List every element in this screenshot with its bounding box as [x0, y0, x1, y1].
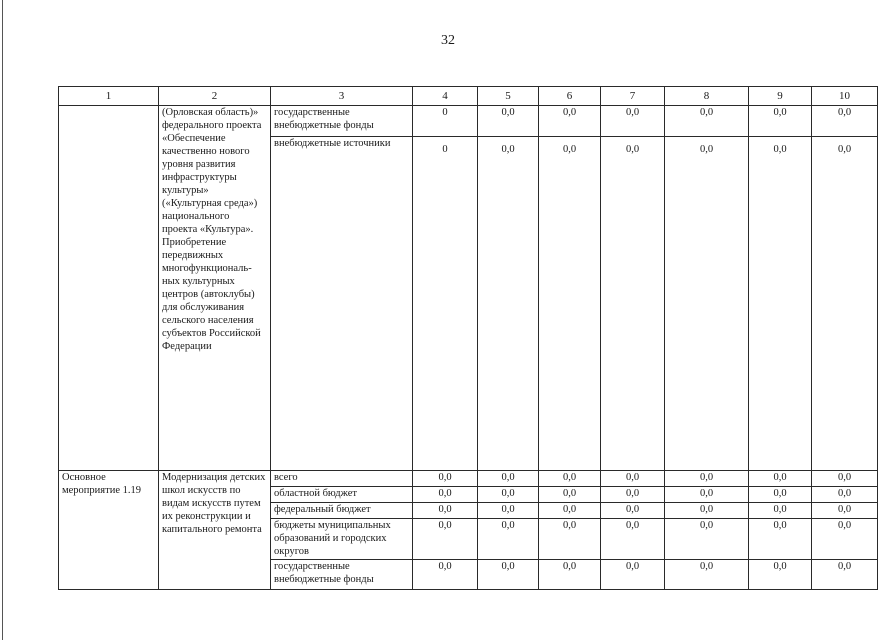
value-cell: 0,0 — [665, 560, 749, 590]
column-header: 3 — [271, 87, 413, 106]
column-header: 5 — [478, 87, 539, 106]
page-number: 32 — [441, 33, 455, 48]
value-cell: 0,0 — [749, 503, 812, 519]
value-cell: 0,0 — [539, 487, 601, 503]
value-cell: 0,0 — [601, 560, 665, 590]
value-cell: 0,0 — [478, 503, 539, 519]
value-cell: 0,0 — [812, 106, 878, 137]
value-cell: 0,0 — [812, 560, 878, 590]
column-header: 7 — [601, 87, 665, 106]
value-cell: 0,0 — [665, 503, 749, 519]
column-header: 10 — [812, 87, 878, 106]
value-cell: 0,0 — [539, 137, 601, 471]
value-cell: 0,0 — [812, 487, 878, 503]
value-cell: 0,0 — [478, 560, 539, 590]
value-cell: 0,0 — [478, 519, 539, 560]
value-cell: 0,0 — [601, 519, 665, 560]
value-cell: 0,0 — [413, 471, 478, 487]
value-cell: 0,0 — [601, 471, 665, 487]
column-header: 4 — [413, 87, 478, 106]
value-cell: 0,0 — [749, 137, 812, 471]
funding-source: областной бюджет — [271, 487, 413, 503]
value-cell: 0,0 — [812, 503, 878, 519]
value-cell: 0,0 — [749, 471, 812, 487]
value-cell: 0,0 — [478, 137, 539, 471]
value-cell: 0,0 — [812, 519, 878, 560]
value-cell: 0,0 — [665, 519, 749, 560]
table-row — [59, 106, 878, 137]
activity-cell-empty — [59, 106, 159, 471]
value-cell: 0,0 — [478, 106, 539, 137]
value-cell: 0 — [413, 137, 478, 471]
value-cell: 0,0 — [539, 503, 601, 519]
value-cell: 0,0 — [749, 519, 812, 560]
funding-source: бюджеты муниципальных образований и городских округов — [271, 519, 413, 560]
value-cell: 0,0 — [812, 137, 878, 471]
value-cell: 0,0 — [539, 560, 601, 590]
funding-source: государственные внебюджетные фонды — [271, 106, 413, 137]
value-cell: 0,0 — [539, 106, 601, 137]
value-cell: 0 — [413, 106, 478, 137]
funding-source: государственные внебюджетные фонды — [271, 560, 413, 590]
column-header: 6 — [539, 87, 601, 106]
value-cell: 0,0 — [478, 487, 539, 503]
value-cell: 0,0 — [665, 137, 749, 471]
column-header: 2 — [159, 87, 271, 106]
page-left-edge-line — [2, 0, 3, 640]
activity-code: Основное мероприятие 1.19 — [59, 471, 159, 590]
value-cell: 0,0 — [749, 487, 812, 503]
value-cell: 0,0 — [413, 503, 478, 519]
value-cell: 0,0 — [413, 560, 478, 590]
value-cell: 0,0 — [539, 519, 601, 560]
funding-source: внебюджетные источники — [271, 137, 413, 471]
activity-description: Модернизация детских школ искусств по видам искусств путем их реконструкции и капитального ремонта — [159, 471, 271, 590]
column-header: 9 — [749, 87, 812, 106]
value-cell: 0,0 — [812, 471, 878, 487]
value-cell: 0,0 — [413, 487, 478, 503]
activity-description: (Орловская область)» федерального проекта «Обеспечение качественно нового уровня развития инфраструктуры культуры» («Культурная среда») национального проекта «Культура». Приобретение передвижных многофункциональ-ных культурных центров (автоклубы) для обслуживания сельского населения субъектов Российской Федерации — [159, 106, 271, 471]
funding-source: всего — [271, 471, 413, 487]
value-cell: 0,0 — [665, 487, 749, 503]
value-cell: 0,0 — [601, 137, 665, 471]
value-cell: 0,0 — [749, 560, 812, 590]
value-cell: 0,0 — [601, 106, 665, 137]
budget-table — [58, 86, 878, 590]
value-cell: 0,0 — [749, 106, 812, 137]
value-cell: 0,0 — [601, 487, 665, 503]
column-header: 8 — [665, 87, 749, 106]
value-cell: 0,0 — [413, 519, 478, 560]
value-cell: 0,0 — [478, 471, 539, 487]
value-cell: 0,0 — [665, 106, 749, 137]
value-cell: 0,0 — [539, 471, 601, 487]
column-header: 1 — [59, 87, 159, 106]
table-header-row — [59, 87, 878, 106]
funding-source: федеральный бюджет — [271, 503, 413, 519]
table-row — [59, 471, 878, 487]
value-cell: 0,0 — [601, 503, 665, 519]
value-cell: 0,0 — [665, 471, 749, 487]
